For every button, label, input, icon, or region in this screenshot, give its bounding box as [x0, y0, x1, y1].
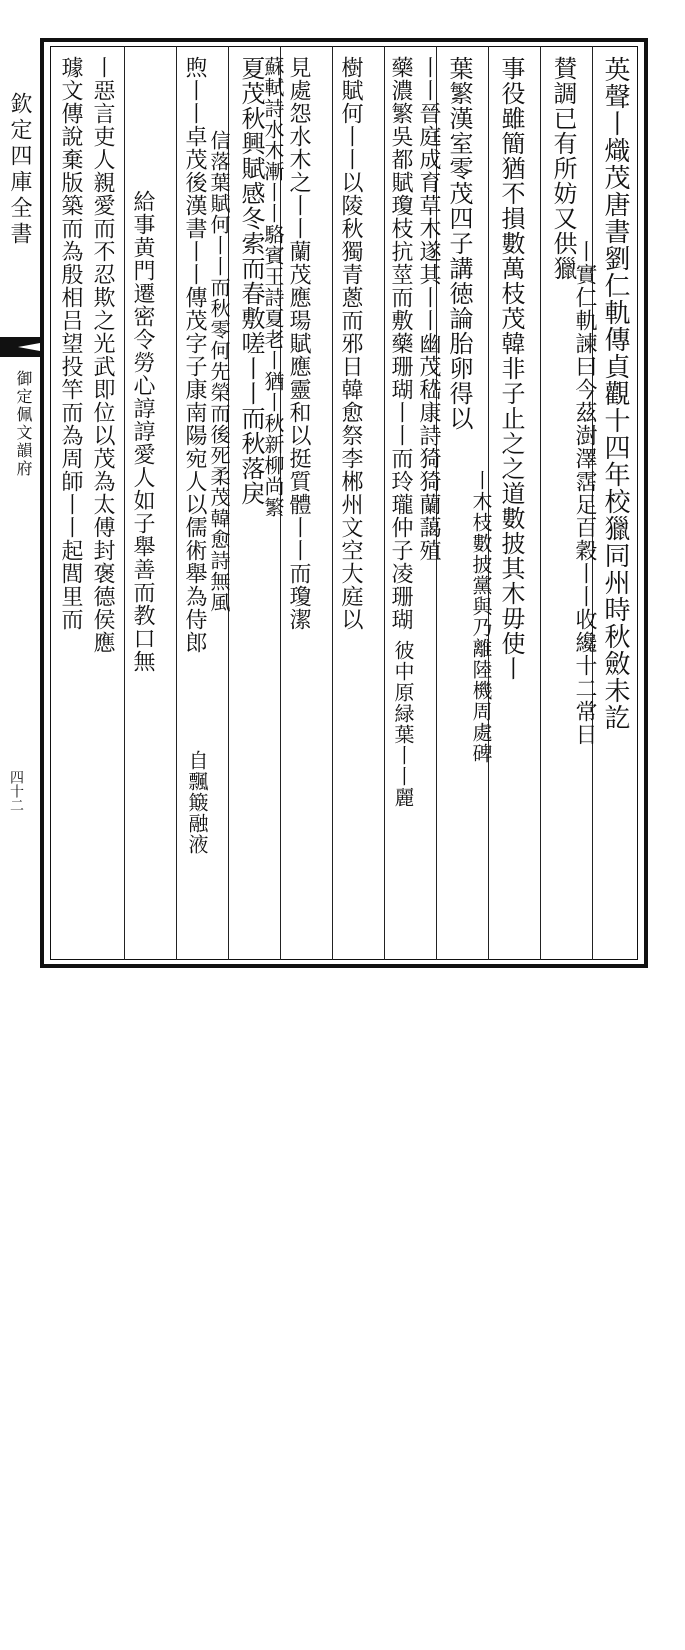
book-title: 欽定四庫全書: [7, 92, 32, 248]
text-column: 葉繁漢室零茂四子講徳論胎卵得以: [445, 56, 473, 431]
text-column: 自飄簸融液: [185, 750, 209, 855]
column-rule: [384, 46, 385, 960]
column-rule: [540, 46, 541, 960]
fishtail-mark-icon: [0, 335, 40, 359]
text-column: 信落葉賦何丨丨而秋零何先榮而後死柔茂韓愈詩無風: [207, 130, 231, 613]
text-column: 彼中原緑葉丨丨麗: [391, 640, 415, 808]
column-rule: [332, 46, 333, 960]
page-margin: [0, 40, 40, 970]
column-rule: [176, 46, 177, 960]
text-column: 英聲丨熾茂唐書劉仁軌傳貞觀十四年校獵同州時秋斂未訖: [600, 56, 630, 731]
page-number: 四十二: [8, 770, 24, 812]
text-column: 丨木枝數披黨與乃離陸機周處碑: [469, 470, 493, 764]
text-column: 給事黄門遷密令勞心諄諄愛人如子舉善而教口無: [130, 190, 155, 673]
column-rule: [124, 46, 125, 960]
text-column: 見處怨水木之丨丨蘭茂應瑒賦應靈和以挺質體丨丨而瓊潔: [286, 56, 311, 631]
text-column: 藥濃繁吳都賦瓊枝抗莖而敷藥珊瑚丨丨而玲瓏仲子凌珊瑚: [388, 56, 413, 631]
text-column: 丨丨晉庭成育草木遂其丨丨幽茂嵇康詩猗猗蘭藹殖: [416, 56, 441, 562]
text-column: 璩文傳說棄版築而為殷相吕望投竿而為周師丨丨起閭里而: [58, 56, 83, 631]
text-column: 煦丨丨卓茂後漢書丨丨傳茂字子康南陽宛人以儒術舉為侍郎: [182, 56, 207, 654]
text-column: 樹賦何丨丨以陵秋獨青蔥而邪日韓愈祭李郴州文空大庭以: [338, 56, 363, 631]
text-column: 事役雖簡猶不損數萬枝茂韓非子止之之道數披其木毋使丨: [497, 56, 525, 681]
text-column: 夏茂秋興賦感冬索而春敷嗟丨丨而秋落戾: [237, 56, 265, 506]
text-column: 賛調已有所妨又供獵: [549, 56, 577, 281]
text-column: 丨實仁軌諫曰今茲澍澤霑足百穀丨丨收纔十二常日: [572, 240, 597, 746]
text-column: 蘇軾詩水木漸丨丨駱賓王詩夏老丨猶丨秋新柳尚繁: [261, 56, 285, 518]
section-title: 御定佩文韻府: [14, 370, 33, 478]
text-column: 丨惡言吏人親愛而不忍欺之光武即位以茂為太傅封褒德侯應: [90, 56, 115, 654]
